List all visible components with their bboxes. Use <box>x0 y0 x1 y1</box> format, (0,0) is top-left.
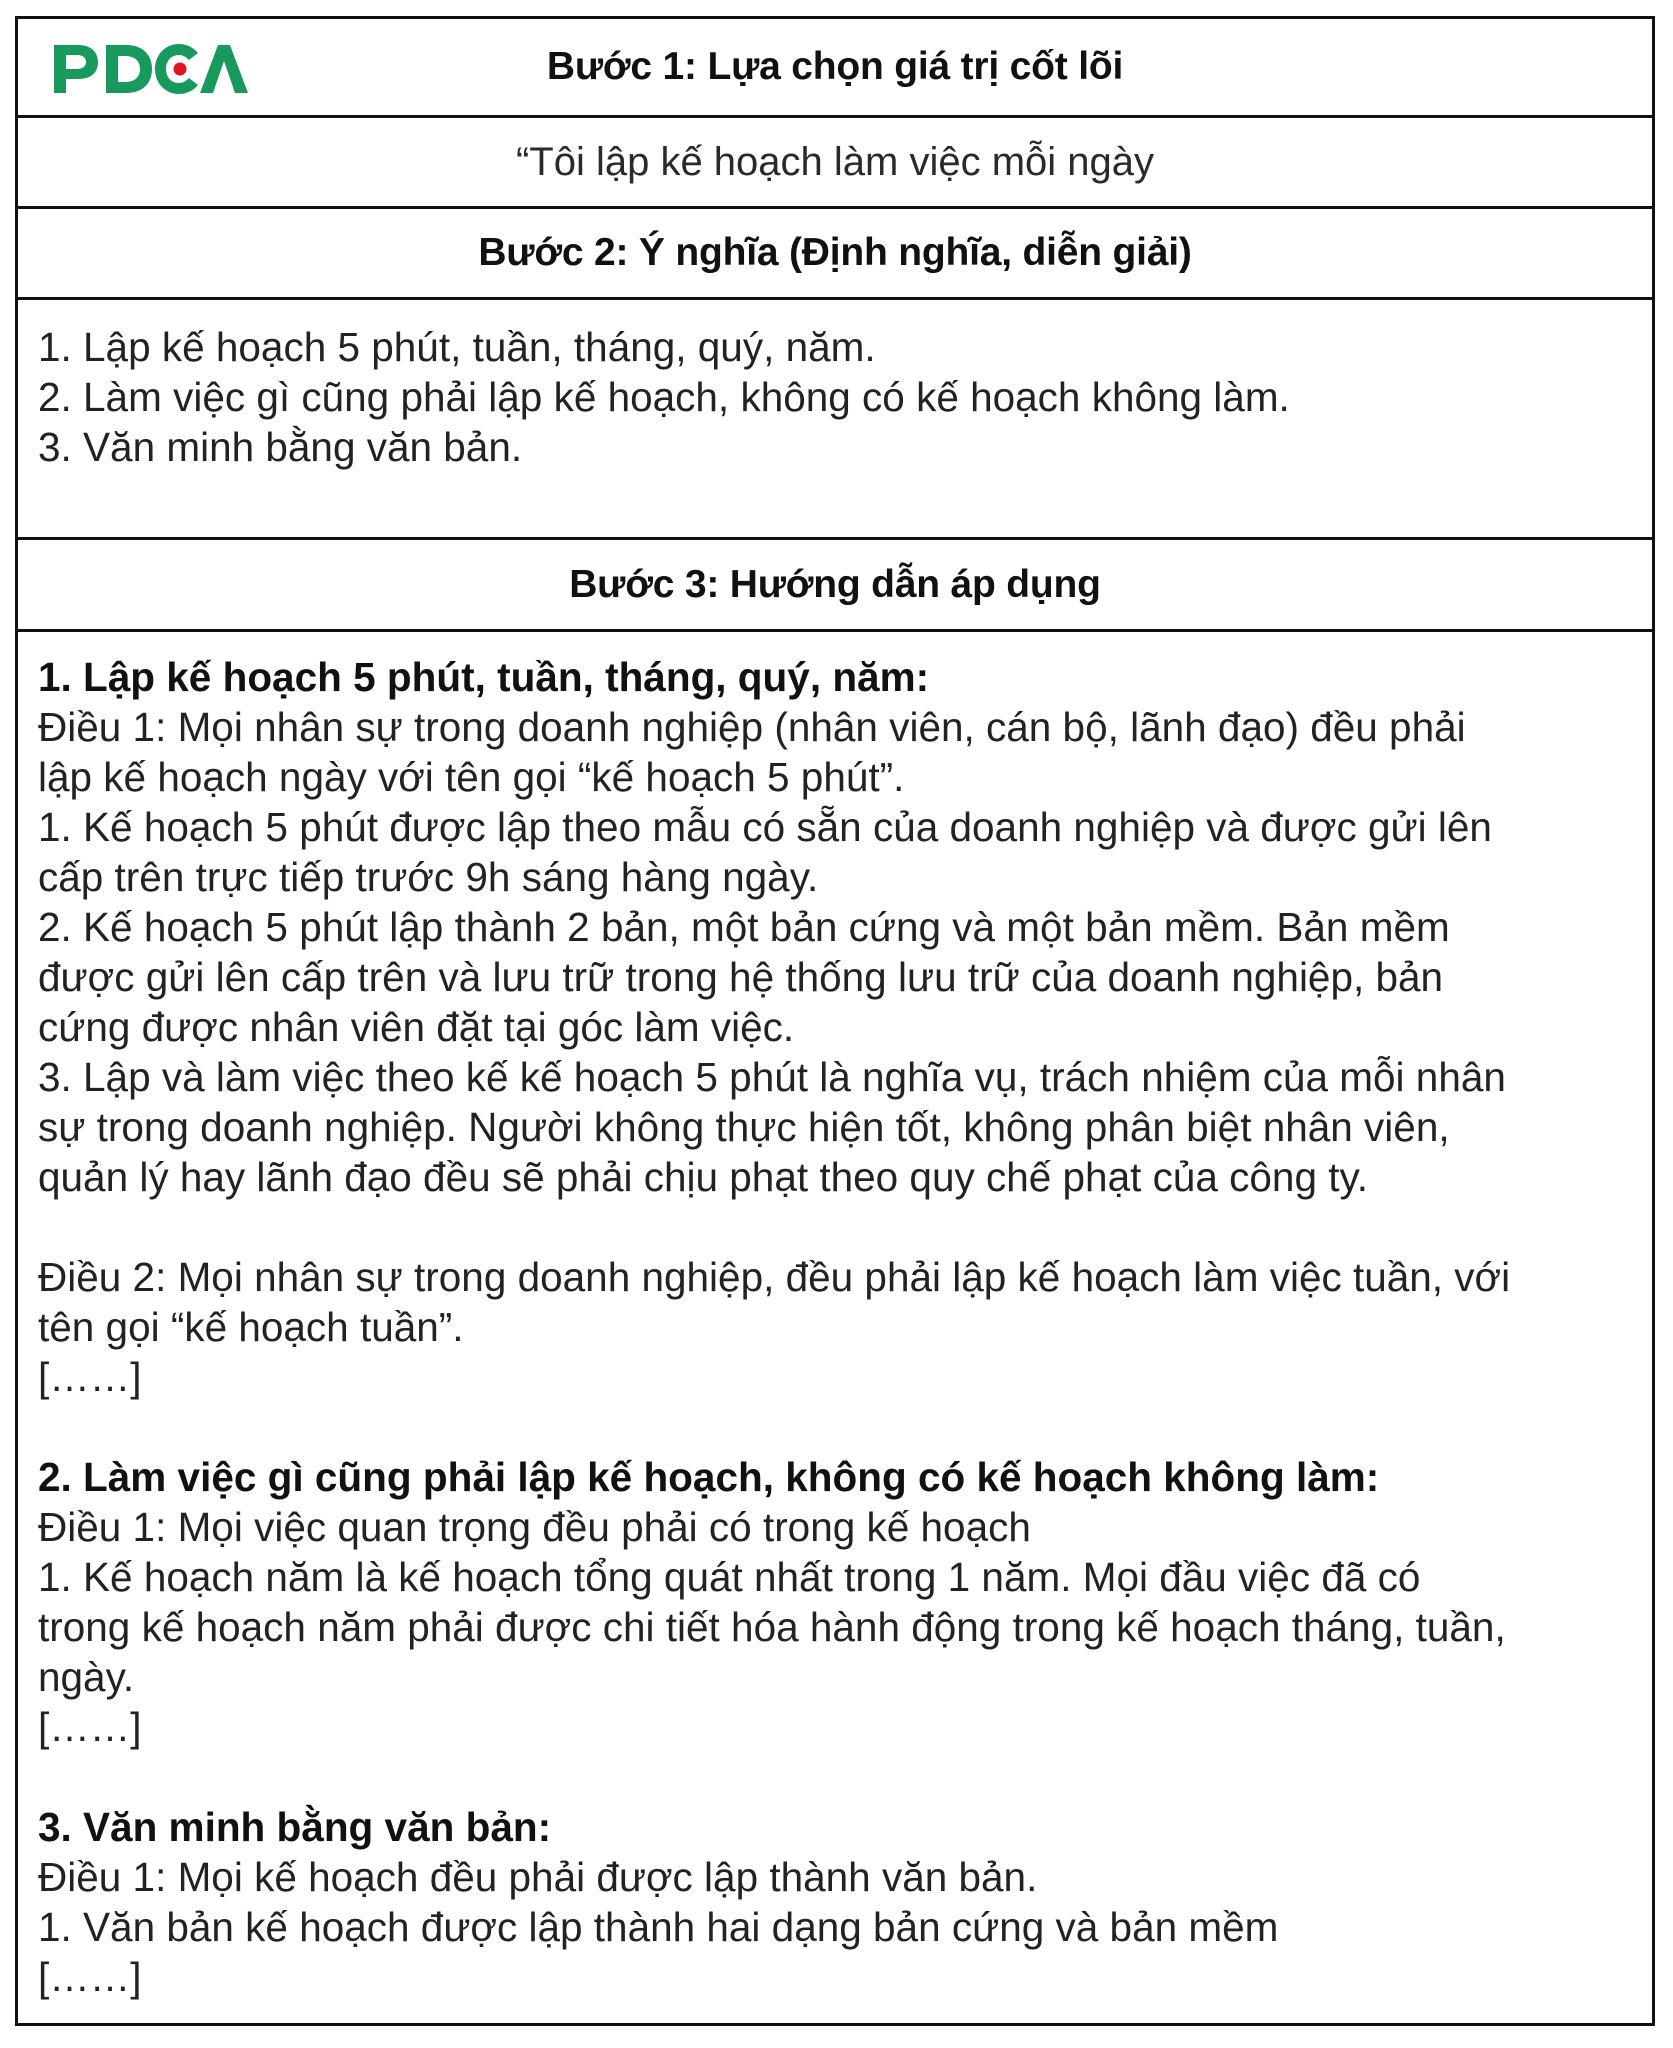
guide-line: tên gọi “kế hoạch tuần”. <box>38 1304 464 1350</box>
guide-line: lập kế hoạch ngày với tên gọi “kế hoạch 5 phút”. <box>38 754 905 800</box>
guide-line: Điều 1: Mọi nhân sự trong doanh nghiệp (nhân viên, cán bộ, lãnh đạo) đều phải <box>38 704 1466 750</box>
guide-line: trong kế hoạch năm phải được chi tiết hóa hành động trong kế hoạch tháng, tuần, <box>38 1604 1506 1650</box>
blank-line <box>38 1752 1638 1802</box>
guide-line: [……] <box>38 1954 142 2000</box>
blank-line <box>38 1402 1638 1452</box>
value-statement-cell <box>18 118 1652 206</box>
application-guide <box>38 652 1638 2002</box>
step2-title-cell <box>18 209 1652 297</box>
guide-line: được gửi lên cấp trên và lưu trữ trong hệ thống lưu trữ của doanh nghiệp, bản <box>38 954 1444 1000</box>
guide-line: Điều 1: Mọi kế hoạch đều phải được lập thành văn bản. <box>38 1854 1038 1900</box>
guide-line: Điều 1: Mọi việc quan trọng đều phải có trong kế hoạch <box>38 1504 1031 1550</box>
guide-line: cứng được nhân viên đặt tại góc làm việc. <box>38 1004 795 1050</box>
step2-header-row <box>18 209 1652 300</box>
step3-content-row <box>18 632 1652 2022</box>
guide-line: Điều 2: Mọi nhân sự trong doanh nghiệp, đều phải lập kế hoạch làm việc tuần, với <box>38 1254 1511 1300</box>
guide-line: 2. Kế hoạch 5 phút lập thành 2 bản, một bản cứng và một bản mềm. Bản mềm <box>38 904 1450 950</box>
meaning-item: 2. Làm việc gì cũng phải lập kế hoạch, không có kế hoạch không làm. <box>38 374 1290 420</box>
step2-content-row <box>18 300 1652 540</box>
core-value-table <box>15 16 1655 2026</box>
step1-title-cell <box>18 19 1652 115</box>
meaning-item: 3. Văn minh bằng văn bản. <box>38 424 523 470</box>
guide-line: cấp trên trực tiếp trước 9h sáng hàng ngày. <box>38 854 819 900</box>
guide-line: ngày. <box>38 1654 135 1700</box>
step3-title: Bước 3: Hướng dẫn áp dụng <box>569 562 1101 606</box>
value-statement-row <box>18 118 1652 209</box>
guide-line: [……] <box>38 1704 142 1750</box>
step2-title: Bước 2: Ý nghĩa (Định nghĩa, diễn giải) <box>478 231 1192 274</box>
guide-line: 1. Văn bản kế hoạch được lập thành hai dạng bản cứng và bản mềm <box>38 1904 1279 1950</box>
section-heading: 1. Lập kế hoạch 5 phút, tuần, tháng, quý, năm: <box>38 654 930 700</box>
guide-line: 1. Kế hoạch 5 phút được lập theo mẫu có sẵn của doanh nghiệp và được gửi lên <box>38 804 1492 850</box>
section-heading: 3. Văn minh bằng văn bản: <box>38 1804 552 1850</box>
step3-header-row <box>18 540 1652 632</box>
value-statement: “Tôi lập kế hoạch làm việc mỗi ngày <box>515 139 1155 184</box>
meaning-list <box>38 322 1632 472</box>
section-heading: 2. Làm việc gì cũng phải lập kế hoạch, không có kế hoạch không làm: <box>38 1454 1380 1500</box>
blank-line <box>38 1202 1638 1252</box>
guide-line: 3. Lập và làm việc theo kế kế hoạch 5 phút là nghĩa vụ, trách nhiệm của mỗi nhân <box>38 1054 1506 1100</box>
guide-line: 1. Kế hoạch năm là kế hoạch tổng quát nhất trong 1 năm. Mọi đầu việc đã có <box>38 1554 1421 1600</box>
guide-line: [……] <box>38 1354 142 1400</box>
meaning-item: 1. Lập kế hoạch 5 phút, tuần, tháng, quý, năm. <box>38 324 876 370</box>
guide-line: sự trong doanh nghiệp. Người không thực hiện tốt, không phân biệt nhân viên, <box>38 1104 1450 1150</box>
step3-title-cell <box>18 540 1652 629</box>
step1-title: Bước 1: Lựa chọn giá trị cốt lõi <box>546 45 1124 88</box>
guide-line: quản lý hay lãnh đạo đều sẽ phải chịu phạt theo quy chế phạt của công ty. <box>38 1154 1368 1200</box>
step1-header-row <box>18 19 1652 118</box>
